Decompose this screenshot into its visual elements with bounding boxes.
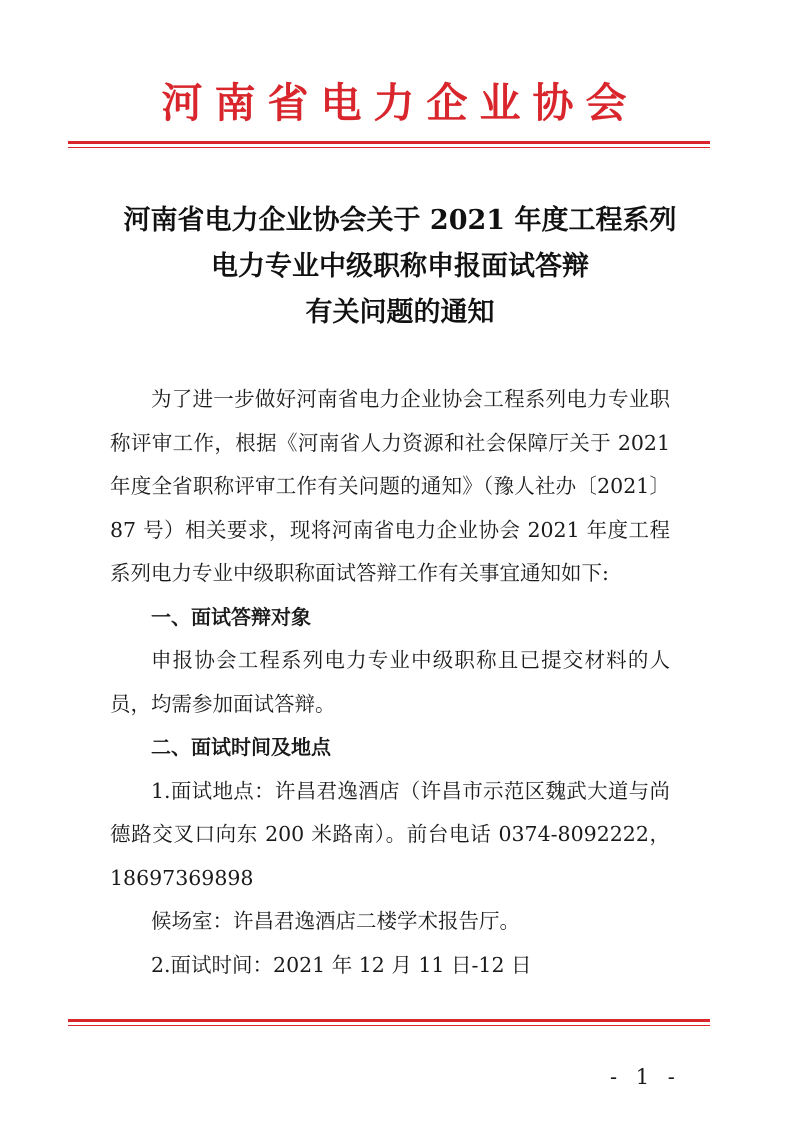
- document-title: [0, 198, 800, 336]
- section-2-heading: 二、面试时间及地点: [151, 735, 331, 759]
- footer-divider: [68, 1019, 710, 1026]
- interview-time-paragraph: 2.面试时间：2021 年 12 月 11 日-12 日: [151, 952, 532, 977]
- section-1-paragraph: 申报协会工程系列电力专业中级职称且已提交材料的人员，均需参加面试答辩。: [110, 648, 670, 716]
- section-1-heading: 一、面试答辩对象: [151, 604, 311, 629]
- header-divider: [68, 141, 710, 148]
- page-number: - 1 -: [610, 1065, 681, 1089]
- waiting-room-paragraph: 候场室：许昌君逸酒店二楼学术报告厅。: [151, 909, 520, 933]
- title-line-1: 河南省电力企业协会关于 2021 年度工程系列: [123, 205, 677, 236]
- organization-header: 河南省电力企业协会: [161, 79, 639, 127]
- title-line-3: 有关问题的通知: [305, 297, 495, 328]
- document-body: [110, 378, 670, 987]
- title-line-2: 电力专业中级职称申报面试答辩: [211, 251, 589, 282]
- intro-paragraph: 为了进一步做好河南省电力企业协会工程系列电力专业职称评审工作，根据《河南省人力资源和社会保障厅关于 2021 年度全省职称评审工作有关问题的通知》（豫人社办〔2021〕87 号）相关要求，现将河南省电力企业协会 2021 年度工程系列电力专业中级职称面试答辩工作有关事宜通知如下:: [110, 387, 670, 585]
- interview-location-paragraph: 1.面试地点：许昌君逸酒店（许昌市示范区魏武大道与尚德路交叉口向东 200 米路南）。前台电话 0374-8092222，18697369898: [110, 778, 670, 890]
